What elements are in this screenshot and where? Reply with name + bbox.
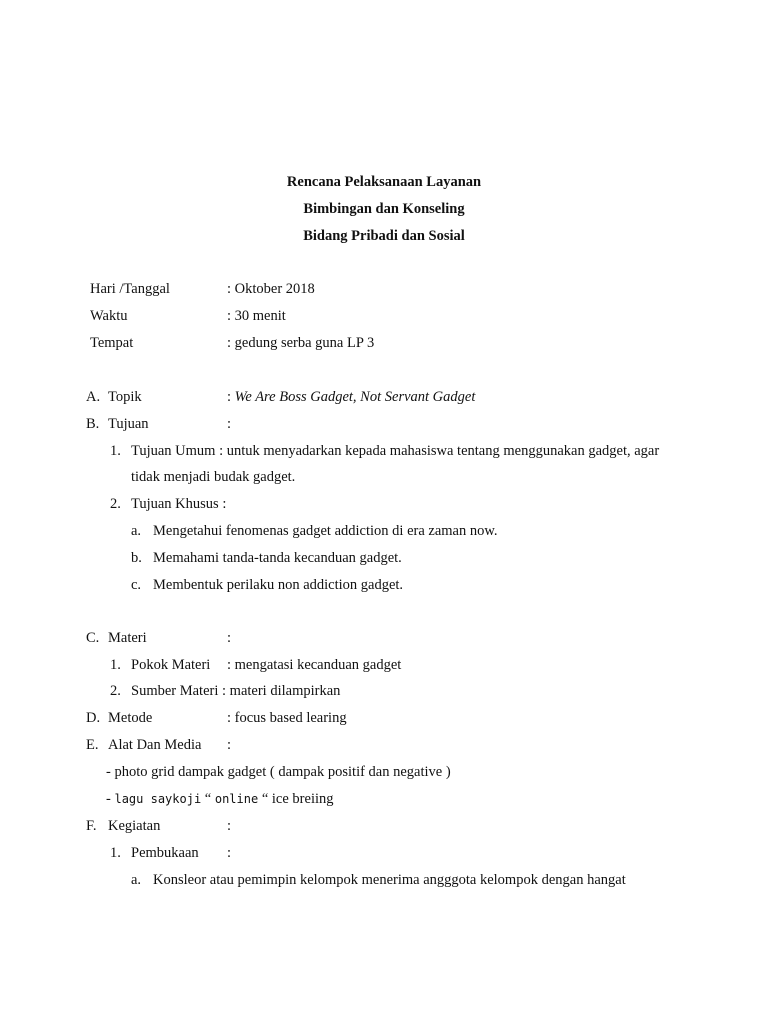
- topic-title: We Are Boss Gadget, Not Servant Gadget: [234, 389, 476, 405]
- section-f-colon: :: [227, 818, 232, 834]
- section-f-letter: F.: [86, 818, 97, 834]
- b2b-text: Memahami tanda-tanda kecanduan gadget.: [153, 550, 402, 566]
- section-d-letter: D.: [86, 710, 101, 726]
- b2c-text: Membentuk perilaku non addiction gadget.: [153, 577, 404, 593]
- section-a-label: Topik: [108, 389, 142, 405]
- b2a-text: Mengetahui fenomenas gadget addiction di era zaman now.: [153, 523, 498, 539]
- hari-value: : Oktober 2018: [227, 281, 315, 297]
- media-song-title: online: [214, 792, 259, 806]
- section-e-label: Alat Dan Media: [108, 737, 202, 753]
- media-item-photo-grid: - photo grid dampak gadget ( dampak positif dan negative ): [106, 764, 451, 780]
- b1-continuation: tidak menjadi budak gadget.: [131, 469, 296, 485]
- tempat-value: : gedung serba guna LP 3: [227, 335, 375, 351]
- c1-label: Pokok Materi: [131, 657, 211, 673]
- b2a-letter: a.: [131, 523, 142, 539]
- section-b-letter: B.: [86, 416, 100, 432]
- section-d-value: : focus based learing: [227, 710, 347, 726]
- section-e-letter: E.: [86, 737, 99, 753]
- c1-value: : mengatasi kecanduan gadget: [227, 657, 402, 673]
- section-b-label: Tujuan: [108, 416, 149, 432]
- waktu-label: Waktu: [90, 308, 128, 324]
- media-song-dash: -: [106, 791, 115, 807]
- f1a-text: Konsleor atau pemimpin kelompok menerima angggota kelompok dengan hangat: [153, 872, 626, 888]
- b2-number: 2.: [110, 496, 121, 512]
- section-f-label: Kegiatan: [108, 818, 161, 834]
- section-a-letter: A.: [86, 389, 101, 405]
- f1-colon: :: [227, 845, 232, 861]
- media-song-quote-open: “: [201, 791, 215, 807]
- section-a-value: [227, 388, 475, 406]
- doc-title-line1: Rencana Pelaksanaan Layanan: [286, 174, 482, 190]
- c1-number: 1.: [110, 657, 121, 673]
- section-d-label: Metode: [108, 710, 153, 726]
- doc-title-line3: Bidang Pribadi dan Sosial: [303, 228, 465, 244]
- c2-text: Sumber Materi : materi dilampirkan: [131, 683, 341, 699]
- f1a-letter: a.: [131, 872, 142, 888]
- b2b-letter: b.: [131, 550, 142, 566]
- media-song-name: lagu saykoji: [114, 792, 202, 806]
- section-a-colon: :: [227, 389, 235, 405]
- b1-text: Tujuan Umum : untuk menyadarkan kepada mahasiswa tentang menggunakan gadget, agar: [131, 443, 660, 459]
- media-item-song: [106, 790, 334, 808]
- doc-title-line2: Bimbingan dan Konseling: [303, 201, 465, 217]
- f1-number: 1.: [110, 845, 121, 861]
- media-song-rest: “ ice breiing: [258, 791, 334, 807]
- section-c-letter: C.: [86, 630, 100, 646]
- c2-number: 2.: [110, 683, 121, 699]
- waktu-value: : 30 menit: [227, 308, 286, 324]
- b1-number: 1.: [110, 443, 121, 459]
- hari-label: Hari /Tanggal: [90, 281, 170, 297]
- b2-text: Tujuan Khusus :: [131, 496, 227, 512]
- section-c-label: Materi: [108, 630, 147, 646]
- b2c-letter: c.: [131, 577, 142, 593]
- section-b-colon: :: [227, 416, 232, 432]
- f1-label: Pembukaan: [131, 845, 199, 861]
- section-e-colon: :: [227, 737, 232, 753]
- tempat-label: Tempat: [90, 335, 134, 351]
- section-c-colon: :: [227, 630, 232, 646]
